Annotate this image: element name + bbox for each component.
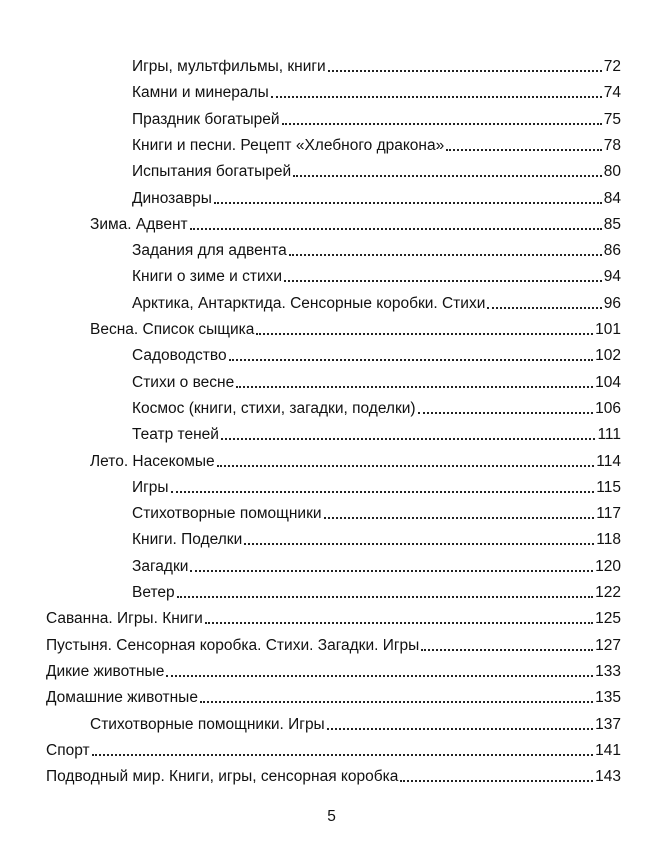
toc-entry-page: 72 (603, 58, 621, 75)
toc-entry (90, 445, 621, 471)
toc-entry-title: Динозавры (132, 189, 212, 207)
toc-entry-page: 135 (595, 689, 621, 707)
toc-entry-title: Подводный мир. Книги, игры, сенсорная коробка (46, 768, 399, 786)
toc-entry-page: 106 (595, 399, 621, 417)
toc-entry-title: Весна. Список сыщика (90, 321, 255, 338)
toc-entry-page: 96 (603, 294, 621, 312)
dot-leader (400, 768, 593, 786)
toc-entry-page: 104 (595, 373, 621, 391)
dot-leader (244, 531, 594, 549)
toc-entry (132, 50, 621, 76)
toc-entry-page: 120 (595, 557, 621, 575)
dot-leader (282, 111, 602, 129)
toc-entry-title: Книги. Поделки (132, 531, 243, 549)
dot-leader (190, 558, 593, 576)
toc-entry (90, 708, 621, 734)
toc-entry-title: Арктика, Антарктида. Сенсорные коробки. Стихи (132, 294, 486, 312)
toc-entry (132, 182, 621, 208)
toc-entry-page: 117 (596, 505, 621, 523)
toc-entry-title: Загадки (132, 557, 189, 575)
dot-leader (229, 347, 594, 365)
dot-leader (221, 426, 596, 444)
toc-entry (132, 576, 621, 602)
toc-entry-title: Зима. Адвент (90, 215, 188, 233)
toc-entry (132, 471, 621, 497)
toc-entry (46, 629, 621, 655)
toc-entry-title: Пустыня. Сенсорная коробка. Стихи. Загадки. Игры (46, 636, 420, 654)
toc-entry-page: 127 (595, 636, 621, 654)
dot-leader (190, 216, 602, 234)
toc-entry-title: Испытания богатырей (132, 163, 292, 181)
toc-entry-title: Книги о зиме и стихи (132, 268, 283, 286)
toc-entry-title: Камни и минералы (132, 84, 269, 102)
dot-leader (200, 689, 593, 707)
page-number: 5 (327, 808, 336, 825)
dot-leader (256, 321, 593, 339)
toc-entry (132, 129, 621, 155)
toc-entry (46, 681, 621, 707)
toc-entry (132, 234, 621, 260)
dot-leader (446, 137, 602, 155)
dot-leader (293, 163, 602, 181)
dot-leader (166, 663, 593, 681)
toc-entry-title: Дикие животные (46, 662, 165, 680)
toc-entry-page: 85 (603, 215, 621, 233)
toc-entry-title: Садоводство (132, 347, 227, 365)
toc-entry (46, 734, 621, 760)
toc-entry-page: 78 (603, 136, 621, 154)
dot-leader (324, 505, 595, 523)
toc-entry (132, 260, 621, 286)
toc-entry (132, 366, 621, 392)
toc-entry-title: Лето. Насекомые (90, 452, 215, 470)
toc-entry (132, 339, 621, 365)
toc-entry-title: Саванна. Игры. Книги (46, 610, 203, 628)
toc-entry (132, 76, 621, 102)
toc-entry-page: 80 (603, 163, 621, 181)
toc-entry (132, 103, 621, 129)
toc-entry (132, 497, 621, 523)
toc-entry (90, 313, 621, 339)
toc-entry-title: Стихотворные помощники. Игры (90, 715, 325, 733)
toc-entry-page: 115 (596, 478, 621, 496)
dot-leader (236, 374, 593, 392)
toc-entry-page: 143 (595, 768, 621, 786)
toc-entry-page: 141 (595, 741, 621, 759)
toc-entry-page: 125 (595, 610, 621, 628)
toc-entry (46, 655, 621, 681)
toc-entry (90, 208, 621, 234)
dot-leader (271, 84, 602, 102)
toc-entry-page: 118 (596, 531, 621, 549)
toc-entry-title: Праздник богатырей (132, 110, 280, 128)
toc-entry-page: 137 (595, 715, 621, 733)
toc-entry-page: 122 (595, 584, 621, 601)
toc-entry-title: Задания для адвента (132, 242, 287, 260)
dot-leader (421, 637, 593, 655)
dot-leader (177, 584, 594, 602)
toc-entry-title: Спорт (46, 741, 90, 759)
dot-leader (205, 610, 593, 628)
dot-leader (418, 400, 594, 418)
toc-entry-title: Домашние животные (46, 689, 198, 707)
toc-entry (132, 287, 621, 313)
toc-entry-page: 114 (596, 452, 621, 470)
toc-entry-title: Игры (132, 478, 169, 496)
toc-entry-page: 94 (603, 268, 621, 286)
toc-entry (46, 602, 621, 628)
toc-entry-title: Книги и песни. Рецепт «Хлебного дракона» (132, 136, 445, 154)
toc-entry (132, 550, 621, 576)
toc-entry (132, 392, 621, 418)
toc-entry-page: 84 (603, 189, 621, 207)
dot-leader (328, 58, 602, 76)
toc-entry-title: Игры, мультфильмы, книги (132, 58, 326, 75)
toc-entry-page: 86 (603, 242, 621, 260)
toc-entry (132, 523, 621, 549)
dot-leader (92, 742, 594, 760)
dot-leader (327, 716, 593, 734)
dot-leader (217, 453, 595, 471)
toc-entry (46, 760, 621, 786)
toc-entry (132, 418, 621, 444)
dot-leader (289, 242, 602, 260)
dot-leader (284, 268, 602, 286)
toc-entry-page: 75 (603, 110, 621, 128)
toc-entry (132, 155, 621, 181)
toc-entry-page: 111 (597, 426, 621, 444)
dot-leader (214, 190, 602, 208)
toc-entry-page: 102 (595, 347, 621, 365)
toc-entry-page: 133 (595, 662, 621, 680)
toc-entry-title: Стихи о весне (132, 373, 235, 391)
toc-entry-title: Театр теней (132, 426, 219, 444)
dot-leader (487, 295, 601, 313)
toc-entry-title: Стихотворные помощники (132, 505, 322, 523)
dot-leader (171, 479, 595, 497)
toc-entry-page: 101 (595, 321, 621, 338)
toc-entry-title: Ветер (132, 584, 175, 601)
toc-entry-page: 74 (603, 84, 621, 102)
toc-entry-title: Космос (книги, стихи, загадки, поделки) (132, 399, 416, 417)
